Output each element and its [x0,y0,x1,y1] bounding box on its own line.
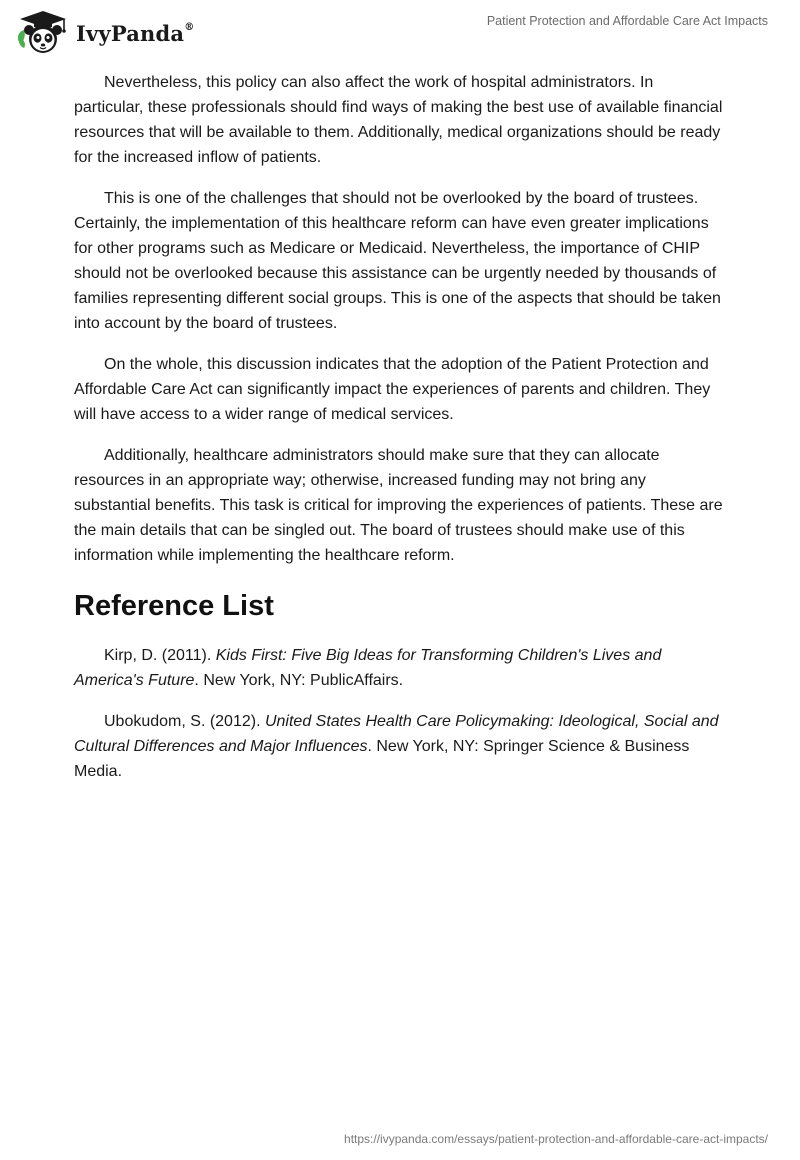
essay-content [74,70,724,800]
reference-entry [74,643,724,693]
page-header [0,0,800,60]
ivypanda-logo[interactable] [14,8,194,56]
reference-author: Ubokudom, S. (2012). [104,713,265,730]
body-paragraph: On the whole, this discussion indicates that the adoption of the Patient Protection and Affordable Care Act can significantly impact the experiences of parents and children. They will have access to a wider range of medical services. [74,356,711,423]
reference-title: Kids First: Five Big Ideas for Transforming Children's Lives and America's Future [74,647,662,689]
reference-title: United States Health Care Policymaking: Ideological, Social and Cultural Differences and Major Influences [74,713,719,755]
panda-graduate-icon [14,8,72,56]
brand-name: IvyPanda® [76,20,195,46]
reference-author: Kirp, D. (2011). [104,647,216,664]
body-paragraph: Additionally, healthcare administrators should make sure that they can allocate resources in an appropriate way; otherwise, increased funding may not bring any substantial benefits. This task is critical for improving the experiences of patients. These are the main details that can be singled out. The board of trustees should make use of this information while implementing the healthcare reform. [74,447,723,564]
reference-publisher: . New York, NY: Springer Science & Business Media. [74,738,690,780]
registered-mark: ® [184,21,195,33]
running-title: Patient Protection and Affordable Care Act Impacts [486,14,768,28]
source-url[interactable]: https://ivypanda.com/essays/patient-protection-and-affordable-care-act-impacts/ [344,1132,768,1146]
reference-entry [74,709,724,784]
reference-list-heading: Reference List [74,590,274,622]
body-paragraph: This is one of the challenges that should not be overlooked by the board of trustees. Certainly, the implementation of this healthcare reform can have even greater implications for other programs such as Medicare or Medicaid. Nevertheless, the importance of CHIP should not be overlooked because this assistance can be urgently needed by thousands of families representing different social groups. This is one of the aspects that should be taken into account by the board of trustees. [74,190,721,332]
reference-publisher: . New York, NY: PublicAffairs. [194,672,404,689]
body-paragraph: Nevertheless, this policy can also affect the work of hospital administrators. In particular, these professionals should find ways of making the best use of available financial resources that will be available to them. Additionally, medical organizations should be ready for the increased inflow of patients. [74,74,723,166]
